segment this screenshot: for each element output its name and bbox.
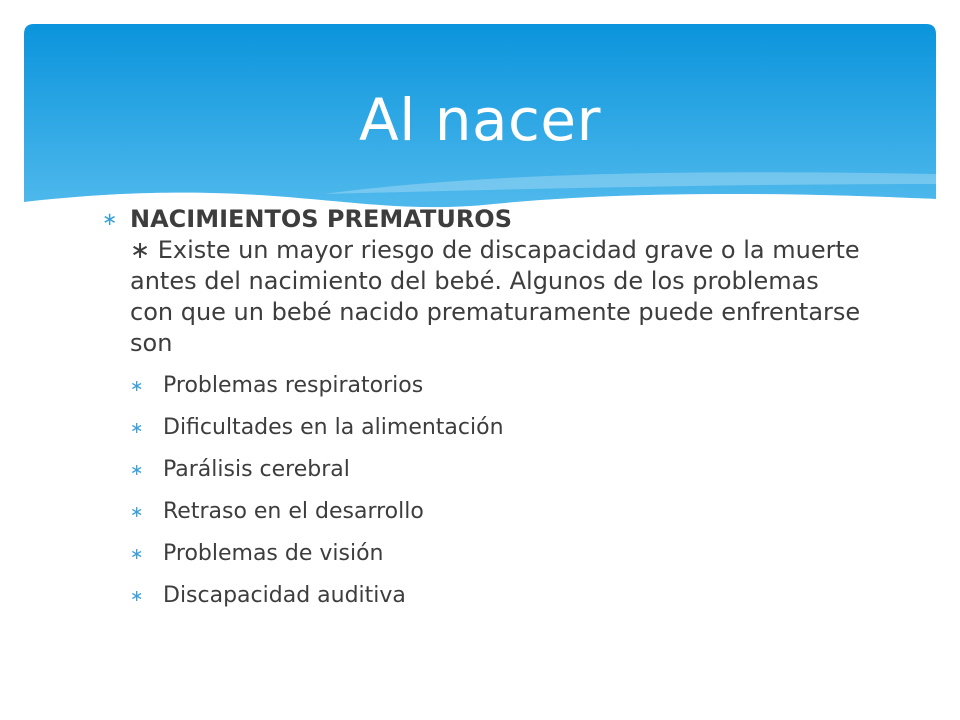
sub-bullet-text: Problemas de visión [163, 541, 384, 566]
sub-bullet-list [102, 371, 862, 623]
slide-title: Al nacer [359, 86, 601, 154]
sub-bullet-item [130, 497, 862, 539]
sub-bullet-item [130, 413, 862, 455]
sub-bullet-text: Retraso en el desarrollo [163, 499, 424, 524]
sub-bullet-item [130, 455, 862, 497]
slide-content [102, 204, 862, 623]
sub-bullet-text: Discapacidad auditiva [163, 583, 406, 608]
asterisk-bullet-icon: ∗ [130, 460, 144, 479]
asterisk-bullet-icon: ∗ [130, 544, 144, 563]
sub-bullet-text: Parálisis cerebral [163, 457, 350, 482]
sub-bullet-item [130, 371, 862, 413]
asterisk-bullet-icon: ∗ [130, 502, 144, 521]
sub-bullet-text: Problemas respiratorios [163, 373, 424, 398]
asterisk-bullet-icon: ∗ [102, 209, 118, 230]
main-bullet-item [102, 204, 862, 359]
sub-bullet-item [130, 539, 862, 581]
bullet-body-text: Existe un mayor riesgo de discapacidad grave o la muerte antes del nacimiento del bebé. Algunos de los problemas con que un bebé nacido prematuramente puede enfrentarse son [130, 236, 861, 357]
asterisk-bullet-icon: ∗ [130, 586, 144, 605]
bullet-heading: NACIMIENTOS PREMATUROS [130, 205, 512, 233]
asterisk-bullet-icon: ∗ [130, 376, 144, 395]
asterisk-bullet-icon: ∗ [130, 418, 144, 437]
inline-asterisk-icon: ∗ [130, 236, 151, 264]
sub-bullet-text: Dificultades en la alimentación [163, 415, 504, 440]
sub-bullet-item [130, 581, 862, 623]
